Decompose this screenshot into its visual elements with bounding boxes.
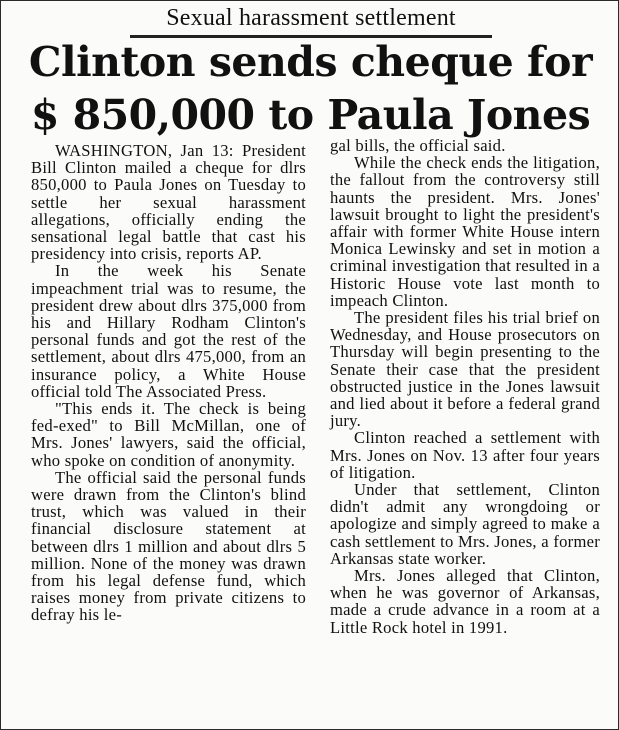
paragraph: Under that settlement, Clinton didn't admit any wrongdoing or apologize and simply agreed to make a cash settlement to Mrs. Jones, a former Arkansas state worker. — [330, 480, 600, 568]
paragraph-continued: gal bills, the official said. — [330, 136, 506, 155]
headline-line-1: Clinton sends cheque for — [28, 38, 593, 86]
paragraph: In the week his Senate impeachment trial was to resume, the president drew about dlrs 375,000 from his and Hillary Rodham Clinton's personal funds and got the rest of the settlement, about dlrs 475,000, from an insurance policy, a White House official told The Associated Press. — [31, 261, 306, 401]
paragraph: Mrs. Jones alleged that Clinton, when he was governor of Arkansas, made a crude advance in a room at a Little Rock hotel in 1991. — [330, 566, 600, 637]
paragraph: The official said the personal funds were drawn from the Clinton's blind trust, which was valued in their financial disclosure statement at between dlrs 1 million and about dlrs 5 million. None of the money was drawn from his legal defense fund, which raises money from private citizens to defray his le- — [31, 467, 306, 625]
headline-line-2: $ 850,000 to Paula Jones — [30, 91, 591, 139]
section-kicker: Sexual harassment settlement — [130, 3, 492, 38]
article-column-right — [330, 137, 600, 636]
paragraph: "This ends it. The check is being fed-exed" to Bill McMillan, one of Mrs. Jones' lawyers, said the official, who spoke on condition of anonymity. — [31, 399, 306, 470]
paragraph: The president files his trial brief on Wednesday, and House prosecutors on Thursday will begin presenting to the Senate their case that the president obstructed justice in the Jones lawsuit and lied about it before a federal grand jury. — [330, 308, 600, 431]
paragraph: While the check ends the litigation, the fallout from the controversy still haunts the president. Mrs. Jones' lawsuit brought to light the president's affair with former White House intern Monica Lewinsky and set in motion a criminal investigation that resulted in a Historic House vote last month to impeach Clinton. — [330, 153, 600, 310]
paragraph: WASHINGTON, Jan 13: President Bill Clinton mailed a cheque for dlrs 850,000 to Paula Jones on Tuesday to settle her sexual harassment allegations, officially ending the sensational legal battle that cast his presidency into crisis, reports AP. — [31, 141, 306, 264]
paragraph: Clinton reached a settlement with Mrs. Jones on Nov. 13 after four years of litigation. — [330, 428, 600, 482]
article-column-left — [31, 142, 306, 624]
